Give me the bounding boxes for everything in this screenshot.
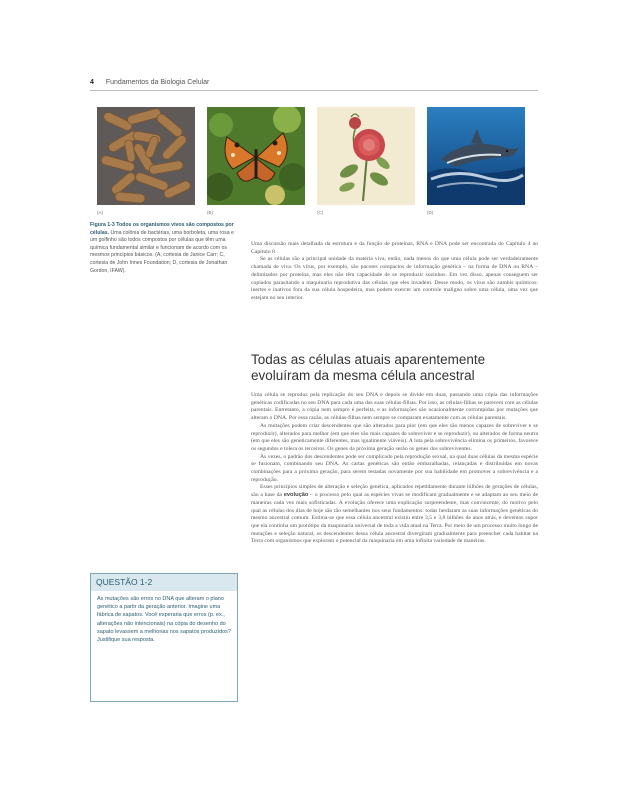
- body-text-section: [251, 392, 538, 546]
- figure-photo-c: [317, 107, 415, 205]
- figure-photo-a: [97, 107, 195, 205]
- figure-photo-d: [427, 107, 525, 205]
- dolphin-image: [427, 107, 525, 205]
- chapter-title: Fundamentos da Biologia Celular: [105, 79, 210, 86]
- body-text-top: [251, 241, 538, 303]
- paragraph: Se as células são a principal unidade da matéria viva, então, nada menos do que uma célula pode ser verdadeiramente chamada de viva. Os vírus, por exemplo, são pacotes compactos de informação genética – na forma de DNA ou RNA – delimitados por proteína, mas eles não têm capacidade de se reproduzir sozinhos. Em vez disso, apenas conseguem ser copiados parasitando a maquinaria reprodutiva das células que eles invadem. Desse modo, os vírus são zumbis químicos: inertes e inativos fora da sua célula hospedeira, mas podem exercer um controle maligno sobre uma célula, uma vez que estejam no seu interior.: [251, 256, 538, 301]
- section-heading: Todas as células atuais aparentemente evoluíram da mesma célula ancestral: [251, 352, 486, 383]
- page-number: 4: [90, 79, 94, 86]
- question-body: As mutações são erros no DNA que alteram o plano genético a partir da geração anterior. Imagine uma fábrica de sapatos. Você esperaria que erros (p. ex., alterações não intencionais) na cópia do desenho do sapato levassem a melhorias nos sapatos produzidos? Justifique sua resposta.: [97, 596, 231, 644]
- figure-panel-label: (C): [317, 210, 324, 215]
- header-divider: [90, 90, 538, 91]
- paragraph-text: – o processo pelo qual as espécies vivas se modificam gradualmente e se adaptam ao seu meio de maneiras cada vez mais sofisticadas. A evolução oferece uma explicação surpreendente, mas convincente, do motivo pelo qual as células dos dias de hoje são tão semelhantes nos seus fundamentos: todas herdaram as suas informações genéticas do mesmo ancestral comum. Estima-se que essa célula ancestral existiu entre 3,5 e 3,8 bilhões de anos atrás, e devemos supor que ela continha um protótipo da maquinaria universal de toda a vida atual na Terra. Por meio de um processo muito longo de mutações e seleção natural, os descendentes dessa célula ancestral divergiram gradualmente para preencher cada habitat na Terra com organismos que exploram o potencial da maquinaria em uma infinita variedade de maneiras.: [251, 492, 538, 545]
- bacteria-image: [97, 107, 195, 205]
- figure-panel-label: (A): [97, 210, 103, 215]
- paragraph-text: Esses princípios simples de alteração e seleção genética, aplicados repetidamente durante bilhões de gerações de células, são a base da: [251, 484, 538, 499]
- paragraph: [251, 484, 538, 546]
- butterfly-image: [207, 107, 305, 205]
- paragraph: Às vezes, o padrão dos descendentes pode ser complicado pela reprodução sexual, na qual duas células da mesma espécie se fusionam, combinando seu DNA. As cartas genéticas são então embaralhadas, relançadas e distribuídas em novas combinações para a próxima geração, para serem testadas novamente por sua habilidade em promover a sobrevivência e a reprodução.: [251, 453, 538, 483]
- figure-caption: [90, 222, 238, 275]
- rose-image: [317, 107, 415, 205]
- paragraph: Uma discussão mais detalhada da estrutura e da função de proteínas, RNA e DNA pode ser encontrada do Capítulo 4 ao Capítulo 8.: [251, 241, 538, 255]
- question-title: QUESTÃO 1-2: [91, 574, 237, 591]
- figure-panel-label: (B): [207, 210, 213, 215]
- figure-caption-title: Figura 1-3 Todos os organismos vivos são compostos por células.: [90, 222, 234, 236]
- figure-caption-body: Uma colônia de bactérias, uma borboleta, uma rosa e um golfinho são todos compostos por células que têm uma química fundamental similar e funcionam de acordo com os mesmos princípios básicos. (A, cortesia de Janice Carr; C, cortesia de John Innes Foundation; D, cortesia de Jonathan Gordon, IFAW).: [90, 229, 234, 274]
- figure-photo-b: [207, 107, 305, 205]
- paragraph: Uma célula se reproduz pela replicação do seu DNA e depois se divide em duas, passando uma cópia das informações genéticas codificadas no seu DNA para cada uma das suas células-filhas. Por isso, as células-filhas se parecem com as células parentais. Entretanto, a cópia nem sempre é perfeita, e as informações são ocasionalmente corrompidas por mutações que alteram o DNA. Por essa razão, as células-filhas nem sempre se comparam exatamente com as células parentais.: [251, 392, 538, 422]
- question-box: [90, 573, 238, 702]
- figure-panel-label: (D): [427, 210, 434, 215]
- paragraph: As mutações podem criar descendentes que são alterados para pior (em que eles são menos capazes de sobreviver e se reproduzir), alterados para melhor (em que eles são mais capazes de sobreviver e se reproduzir), ou alterados de forma neutra (em que eles são geneticamente diferentes, mas igualmente viáveis). A luta pela sobrevivência elimina os primeiros, favorece os segundos e tolera os terceiros. Os genes da próxima geração serão os genes dos sobreviventes.: [251, 422, 538, 452]
- key-term: evolução: [283, 492, 309, 499]
